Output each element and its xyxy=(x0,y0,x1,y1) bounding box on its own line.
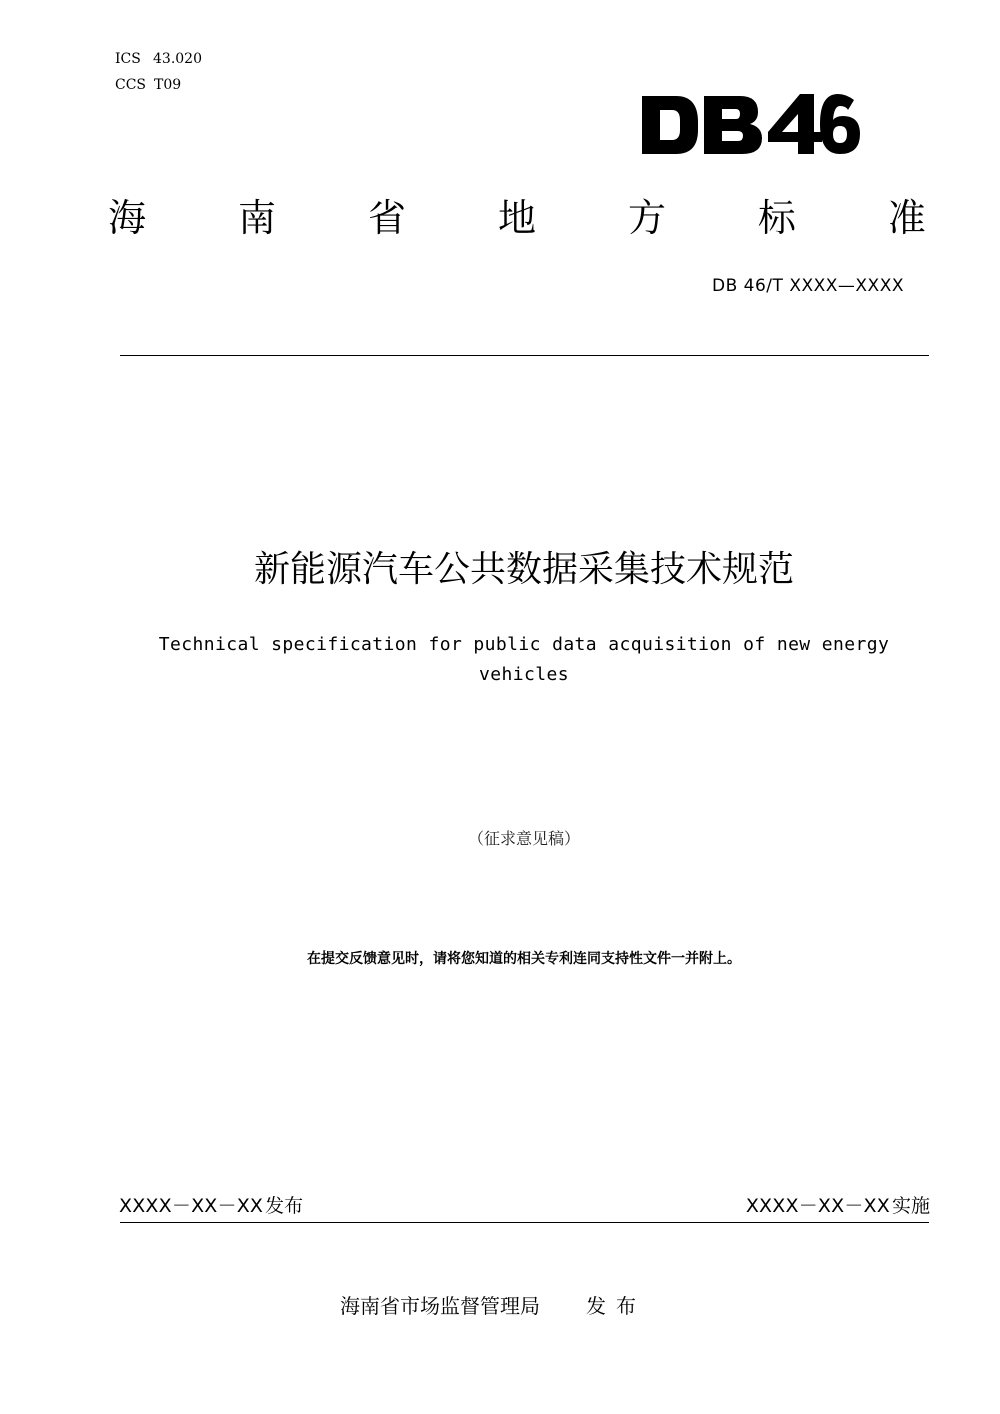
ics-label: ICS xyxy=(115,51,141,67)
patent-notice: 在提交反馈意见时，请将您知道的相关专利连同支持性文件一并附上。 xyxy=(307,951,741,967)
implementation-date xyxy=(746,1193,930,1219)
implementation-date-value: XXXX－XX－XX xyxy=(745,1195,890,1217)
standard-type-char: 方 xyxy=(627,196,666,240)
ics-classification xyxy=(115,50,202,68)
publisher-action: 发布 xyxy=(586,1294,646,1318)
issue-date-value: XXXX－XX－XX xyxy=(119,1195,264,1217)
standard-type-char: 准 xyxy=(887,196,926,240)
header-divider xyxy=(120,355,929,356)
standard-type-char: 标 xyxy=(757,196,796,240)
issue-date xyxy=(119,1193,303,1219)
ccs-classification xyxy=(115,76,181,94)
standard-number: DB 46/T XXXX—XXXX xyxy=(712,276,904,296)
ccs-label: CCS xyxy=(115,77,147,93)
document-title-english: Technical specification for public data acquisition of new energy vehicles xyxy=(158,634,890,685)
standard-type-char: 海 xyxy=(108,196,147,240)
standard-type-char: 南 xyxy=(237,196,276,240)
ccs-code: T09 xyxy=(154,77,182,93)
publisher xyxy=(340,1292,646,1320)
document-title-chinese: 新能源汽车公共数据采集技术规范 xyxy=(253,549,794,590)
ics-code: 43.020 xyxy=(153,51,202,67)
draft-status: （征求意见稿） xyxy=(467,829,580,848)
standard-type-char: 地 xyxy=(497,196,536,240)
standard-type-char: 省 xyxy=(367,196,406,240)
implementation-date-label: 实施 xyxy=(891,1195,930,1217)
footer-divider xyxy=(120,1222,929,1223)
publisher-name: 海南省市场监督管理局 xyxy=(340,1294,540,1318)
standard-type-heading xyxy=(108,192,926,244)
db46-logo xyxy=(640,86,865,164)
issue-date-label: 发布 xyxy=(265,1195,304,1217)
